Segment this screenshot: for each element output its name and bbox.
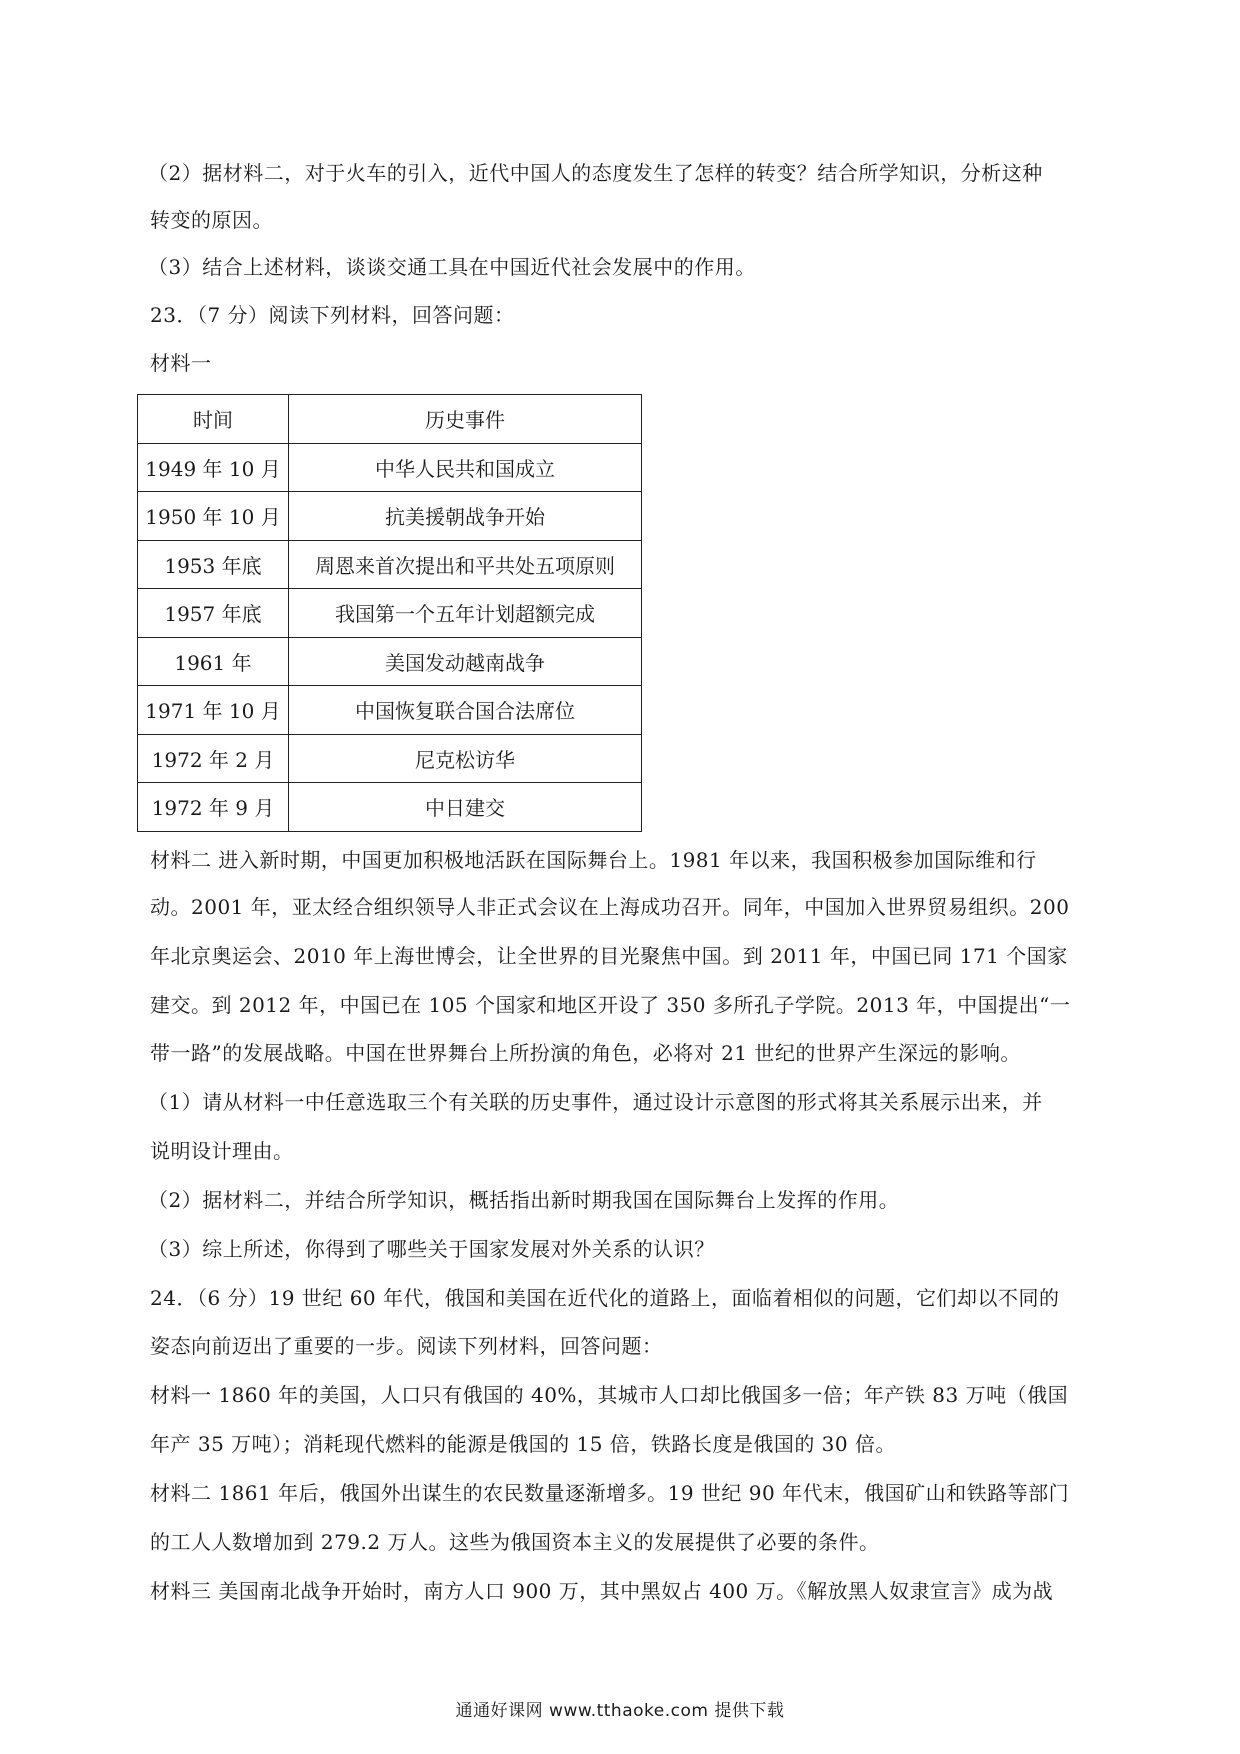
material-1-line: 年产 35 万吨）；消耗现代燃料的能源是俄国的 15 倍，铁路长度是俄国的 30 倍。 — [150, 1432, 896, 1456]
question-22-2-cont: 转变的原因。 — [150, 208, 273, 232]
cell-event: 中日建交 — [289, 783, 642, 832]
table-header-row — [138, 395, 642, 444]
question-22-2: （2）据材料二，对于火车的引入，近代中国人的态度发生了怎样的转变？结合所学知识，分析这种 — [148, 161, 1043, 185]
material-2-line: 材料二 1861 年后，俄国外出谋生的农民数量逐渐增多。19 世纪 90 年代末，俄国矿山和铁路等部门 — [150, 1481, 1070, 1505]
question-23-1-cont: 说明设计理由。 — [150, 1139, 294, 1163]
material-1-line: 材料一 1860 年的美国，人口只有俄国的 40%，其城市人口却比俄国多一倍；年产铁 83 万吨（俄国 — [150, 1383, 1069, 1407]
cell-time: 1961 年 — [138, 637, 289, 686]
cell-time: 1971 年 10 月 — [138, 686, 289, 735]
header-time: 时间 — [138, 395, 289, 444]
cell-event: 抗美援朝战争开始 — [289, 492, 642, 541]
cell-event: 中华人民共和国成立 — [289, 443, 642, 492]
table-row — [138, 637, 642, 686]
cell-event: 周恩来首次提出和平共处五项原则 — [289, 540, 642, 589]
question-23-2: （2）据材料二，并结合所学知识，概括指出新时期我国在国际舞台上发挥的作用。 — [148, 1188, 900, 1212]
events-table — [137, 394, 642, 832]
material-2-line: 材料二 进入新时期，中国更加积极地活跃在国际舞台上。1981 年以来，我国积极参加国际维和行 — [150, 848, 1037, 872]
cell-time: 1950 年 10 月 — [138, 492, 289, 541]
question-24-heading: 24．（6 分）19 世纪 60 年代，俄国和美国在近代化的道路上，面临着相似的问题，它们却以不同的 — [150, 1286, 1060, 1310]
table-row — [138, 443, 642, 492]
material-2-line: 的工人人数增加到 279.2 万人。这些为俄国资本主义的发展提供了必要的条件。 — [150, 1530, 880, 1554]
page-footer: 通通好课网 www.tthaoke.com 提供下载 — [455, 1701, 785, 1721]
material-2-line: 建交。到 2012 年，中国已在 105 个国家和地区开设了 350 多所孔子学院。2013 年，中国提出“一 — [150, 993, 1071, 1017]
question-24-heading-cont: 姿态向前迈出了重要的一步。阅读下列材料，回答问题： — [150, 1334, 663, 1358]
table-row — [138, 540, 642, 589]
cell-event: 中国恢复联合国合法席位 — [289, 686, 642, 735]
table-row — [138, 686, 642, 735]
material-2-line: 带一路”的发展战略。中国在世界舞台上所扮演的角色，必将对 21 世纪的世界产生深远的影响。 — [150, 1041, 1021, 1065]
table-row — [138, 589, 642, 638]
material-3-line: 材料三 美国南北战争开始时，南方人口 900 万，其中黑奴占 400 万。《解放黑人奴隶宣言》成为战 — [150, 1579, 1054, 1603]
cell-event: 美国发动越南战争 — [289, 637, 642, 686]
cell-time: 1972 年 9 月 — [138, 783, 289, 832]
table-row — [138, 734, 642, 783]
table-row — [138, 783, 642, 832]
question-23-3: （3）综上所述，你得到了哪些关于国家发展对外关系的认识？ — [148, 1237, 715, 1261]
cell-time: 1949 年 10 月 — [138, 443, 289, 492]
material-2-line: 年北京奥运会、2010 年上海世博会，让全世界的目光聚焦中国。到 2011 年，中国已同 171 个国家 — [150, 944, 1068, 968]
question-23-1: （1）请从材料一中任意选取三个有关联的历史事件，通过设计示意图的形式将其关系展示出来，并 — [148, 1090, 1043, 1114]
cell-event: 尼克松访华 — [289, 734, 642, 783]
question-22-3: （3）结合上述材料，谈谈交通工具在中国近代社会发展中的作用。 — [148, 255, 756, 279]
material-1-label: 材料一 — [150, 351, 212, 375]
cell-time: 1953 年底 — [138, 540, 289, 589]
header-event: 历史事件 — [289, 395, 642, 444]
table-row — [138, 492, 642, 541]
cell-event: 我国第一个五年计划超额完成 — [289, 589, 642, 638]
material-2-line: 动。2001 年，亚太经合组织领导人非正式会议在上海成功召开。同年，中国加入世界贸易组织。200 — [150, 895, 1070, 919]
cell-time: 1972 年 2 月 — [138, 734, 289, 783]
cell-time: 1957 年底 — [138, 589, 289, 638]
question-23-heading: 23．（7 分）阅读下列材料，回答问题： — [150, 303, 515, 327]
